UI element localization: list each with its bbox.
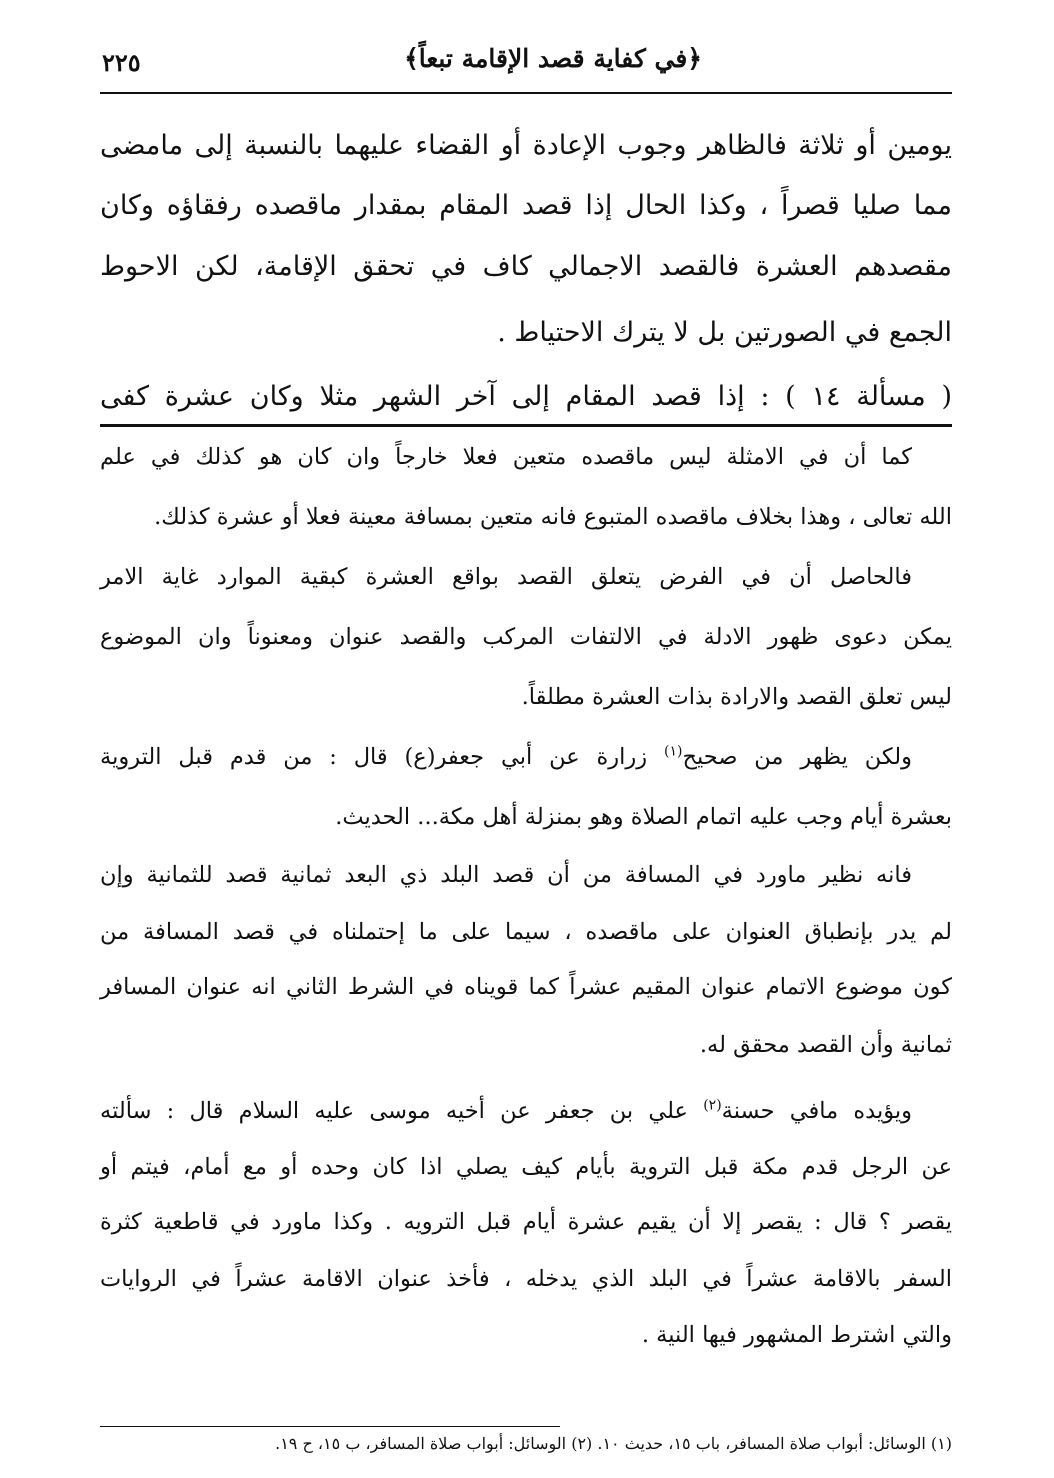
main-text-line: الجمع في الصورتين بل لا يترك الاحتياط . xyxy=(497,317,952,348)
commentary-line: السفر بالاقامة عشراً في البلد الذي يدخله ، فأخذ عنوان الاقامة عشراً في الروايات xyxy=(100,1266,952,1292)
book-page xyxy=(100,0,952,1478)
commentary-line: فالحاصل أن في الفرض يتعلق القصد بواقع العشرة كبقية الموارد غاية الامر xyxy=(100,564,912,590)
main-text-line: مما صليا قصراً ، وكذا الحال إذا قصد المقام بمقدار ماقصده رفقاؤه وكان xyxy=(100,190,952,221)
running-title: ﴿في كفاية قصد الإقامة تبعاً﴾ xyxy=(404,44,702,73)
main-text-line: مقصدهم العشرة فالقصد الاجمالي كاف في تحقق الإقامة، لكن الاحوط xyxy=(100,251,952,282)
header-divider xyxy=(100,92,952,94)
page-number: ٢٢٥ xyxy=(102,48,141,77)
footnote-divider xyxy=(100,1426,560,1427)
commentary-line: الله تعالى ، وهذا بخلاف ماقصده المتبوع فانه متعين بمسافة معينة فعلا أو عشرة كذلك. xyxy=(154,504,952,530)
commentary-text: ولكن يظهر من صحيح xyxy=(682,744,912,770)
commentary-line: فانه نظير ماورد في المسافة من أن قصد البلد ذي البعد ثمانية قصد للثمانية وإن xyxy=(100,862,912,888)
commentary-line: ثمانية وأن القصد محقق له. xyxy=(699,1032,952,1058)
commentary-line: والتي اشترط المشهور فيها النية . xyxy=(641,1322,952,1348)
commentary-line: ليس تعلق القصد والارادة بذات العشرة مطلقاً. xyxy=(521,684,952,710)
commentary-divider xyxy=(100,424,952,427)
commentary-line: كما أن في الامثلة ليس ماقصده متعين فعلا خارجاً وان كان هو كذلك في علم xyxy=(100,444,912,470)
footnotes: (١) الوسائل: أبواب صلاة المسافر، باب ١٥، حديث ١٠. (٢) الوسائل: أبواب صلاة المسافر، ب ١٥، ح ١٩. xyxy=(275,1434,952,1453)
commentary-line: بعشرة أيام وجب عليه اتمام الصلاة وهو بمنزلة أهل مكة... الحديث. xyxy=(335,804,952,830)
commentary-line xyxy=(100,1094,952,1128)
commentary-text: علي بن جعفر عن أخيه موسى عليه السلام قال : سألته xyxy=(100,1098,704,1124)
commentary-text: ويؤيده مافي حسنة xyxy=(721,1098,912,1124)
issue-heading-line: ( مسألة ١٤ ) : إذا قصد المقام إلى آخر الشهر مثلا وكان عشرة كفى xyxy=(100,381,952,412)
footnote-reference-1[interactable]: (١) xyxy=(664,743,683,760)
commentary-line: يقصر ؟ قال : يقصر إلا أن يقيم عشرة أيام قبل الترويه . وكذا ماورد في قاطعية كثرة xyxy=(100,1209,952,1235)
commentary-line: يمكن دعوى ظهور الادلة في الالتفات المركب والقصد عنوان ومعنوناً وان الموضوع xyxy=(100,624,952,650)
commentary-line xyxy=(100,740,952,774)
main-text-line: يومين أو ثلاثة فالظاهر وجوب الإعادة أو القضاء عليهما بالنسبة إلى مامضى xyxy=(100,130,952,161)
page-header xyxy=(100,38,952,88)
commentary-line: عن الرجل قدم مكة قبل التروية بأيام كيف يصلي اذا كان وحده أو مع أمام، فيتم أو xyxy=(100,1154,952,1180)
commentary-text: زرارة عن أبي جعفر(ع) قال : من قدم قبل التروية xyxy=(100,744,665,770)
commentary-line: لم يدر بإنطباق العنوان على ماقصده ، سيما على ما إحتملناه في قصد المسافة من xyxy=(100,919,952,945)
commentary-line: كون موضوع الاتمام عنوان المقيم عشراً كما قويناه في الشرط الثاني انه عنوان المسافر xyxy=(100,974,952,1000)
footnote-reference-2[interactable]: (٢) xyxy=(703,1097,722,1114)
